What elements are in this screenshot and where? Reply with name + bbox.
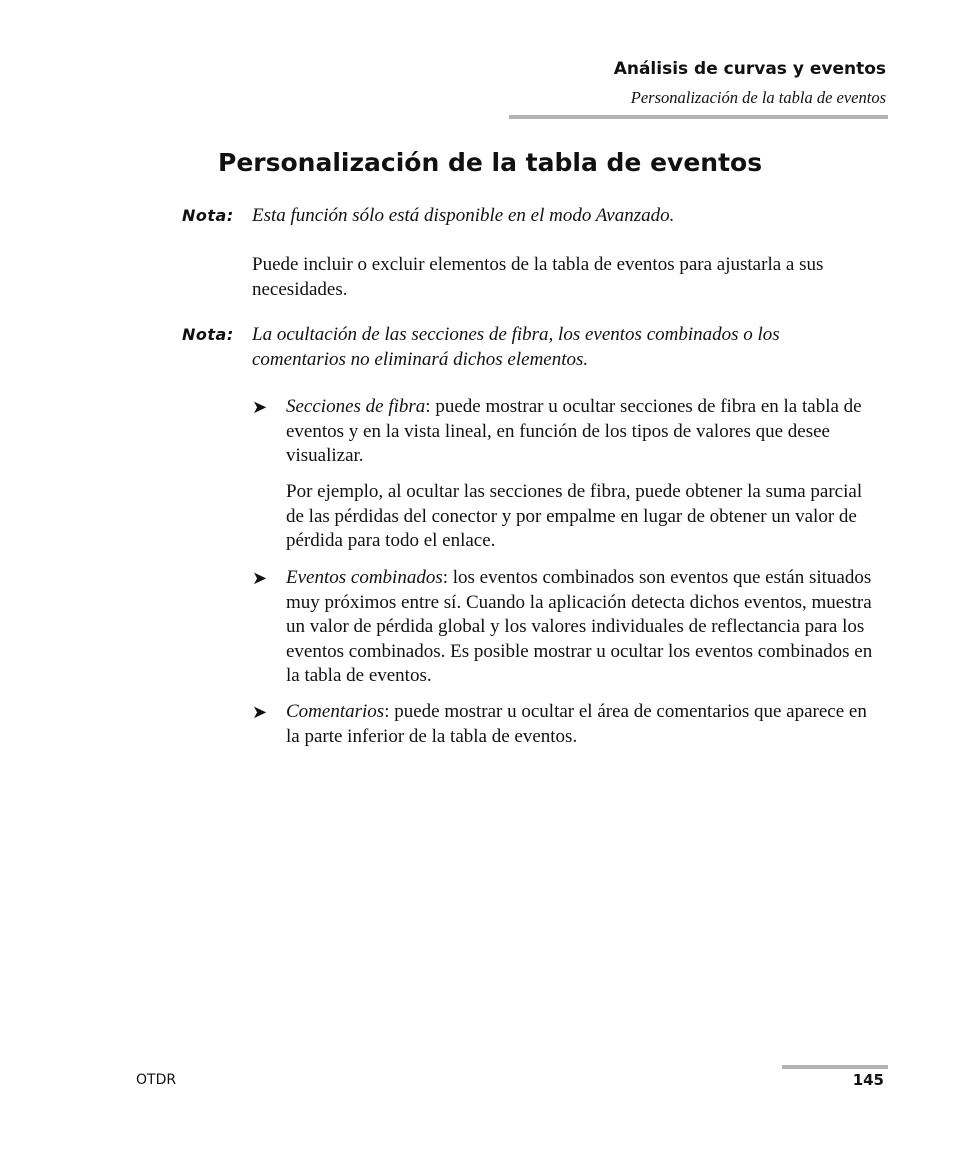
footer-rule [782, 1065, 888, 1069]
page-title: Personalización de la tabla de eventos [218, 148, 763, 177]
bullet-term: Comentarios [286, 701, 385, 722]
bullet-term: Secciones de fibra [286, 396, 426, 417]
note-label: Nota: [182, 325, 234, 344]
note-text: Esta función sólo está disponible en el modo Avanzado. [252, 205, 675, 226]
bullet-text [286, 566, 878, 689]
note-label: Nota: [182, 206, 234, 225]
arrow-bullet-icon: ➤ [252, 397, 268, 417]
bullet-text [286, 395, 878, 469]
chapter-title: Análisis de curvas y eventos [613, 59, 886, 79]
arrow-bullet-icon: ➤ [252, 702, 268, 722]
section-subtitle: Personalización de la tabla de eventos [630, 88, 886, 107]
bullet-example-paragraph: Por ejemplo, al ocultar las secciones de fibra, puede obtener la suma parcial de las pérdidas del conector y por empalme en lugar de obtener un valor de pérdida para todo el enlace. [286, 481, 863, 551]
bullet-term: Eventos combinados [286, 567, 443, 588]
bullet-description: : puede mostrar u ocultar secciones de fibra en la tabla de eventos y en la vista lineal, en función de los tipos de valores que desee visualizar. [286, 396, 862, 466]
intro-paragraph: Puede incluir o excluir elementos de la tabla de eventos para ajustarla a sus necesidades. [252, 254, 824, 300]
page-number: 145 [852, 1071, 884, 1089]
arrow-bullet-icon: ➤ [252, 568, 268, 588]
running-header [614, 58, 886, 109]
note-text: La ocultación de las secciones de fibra, los eventos combinados o los comentarios no eliminará dichos elementos. [252, 324, 780, 370]
bullet-description: : los eventos combinados son eventos que están situados muy próximos entre sí. Cuando la aplicación detecta dichos eventos, muestra un valor de pérdida global y los valores individuales de reflectancia para los eventos combinados. Es posible mostrar u ocultar los eventos combinados en la tabla de eventos. [286, 567, 873, 686]
bullet-description: : puede mostrar u ocultar el área de comentarios que aparece en la parte inferior de la tabla de eventos. [286, 701, 867, 747]
bullet-text [286, 700, 878, 749]
footer-product: OTDR [136, 1072, 177, 1088]
header-rule [509, 115, 888, 119]
